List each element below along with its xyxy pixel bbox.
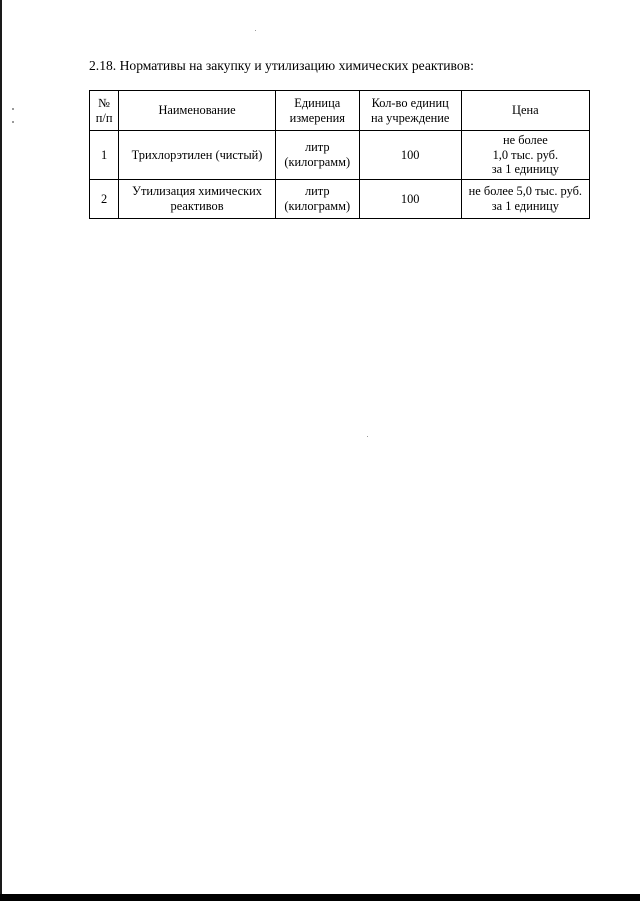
scan-speck: [255, 30, 256, 31]
header-num: № п/п: [90, 91, 119, 131]
cell-unit: литр (килограмм): [275, 131, 359, 180]
cell-name: Утилизация химических реактивов: [119, 179, 276, 218]
header-qty: Кол-во единиц на учреждение: [359, 91, 461, 131]
page-bottom-edge: [0, 894, 640, 901]
cell-num: 1: [90, 131, 119, 180]
cell-unit: литр (килограмм): [275, 179, 359, 218]
cell-price: не более 5,0 тыс. руб. за 1 единицу: [461, 179, 589, 218]
cell-num: 2: [90, 179, 119, 218]
table-header-row: [90, 91, 590, 131]
cell-qty: 100: [359, 131, 461, 180]
scan-speck: [367, 436, 368, 437]
scan-speck: [12, 108, 14, 110]
norms-table: [89, 90, 590, 219]
cell-price: не более 1,0 тыс. руб. за 1 единицу: [461, 131, 589, 180]
header-name: Наименование: [119, 91, 276, 131]
scan-speck: [12, 121, 14, 123]
header-unit: Единица измерения: [275, 91, 359, 131]
section-heading: 2.18. Нормативы на закупку и утилизацию химических реактивов:: [89, 58, 474, 73]
header-price: Цена: [461, 91, 589, 131]
cell-name: Трихлорэтилен (чистый): [119, 131, 276, 180]
page-left-edge: [0, 0, 2, 901]
table-row: [90, 179, 590, 218]
table-row: [90, 131, 590, 180]
cell-qty: 100: [359, 179, 461, 218]
